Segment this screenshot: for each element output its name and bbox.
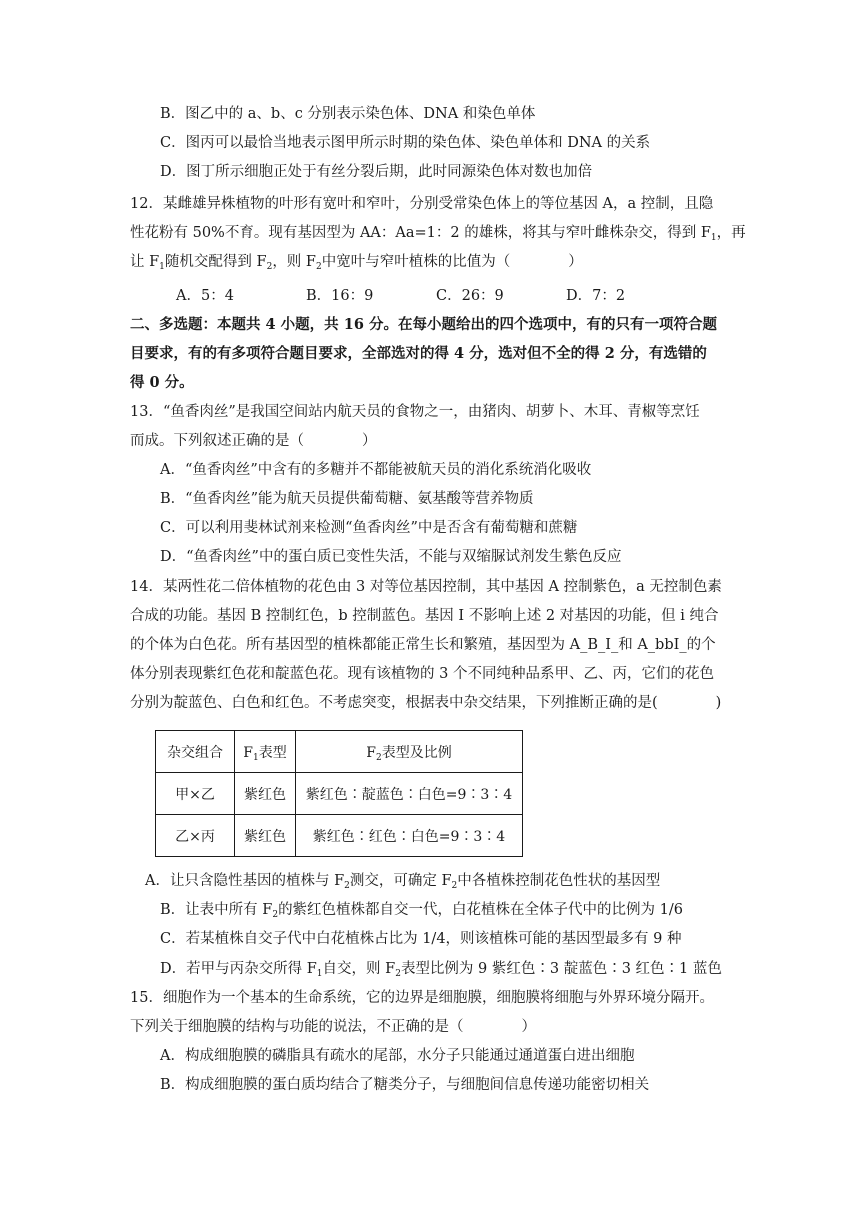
q14-option-a: A．让只含隐性基因的植株与 $F_2$测交，可确定 $F_2$中各植株控制花色性状的基因型 [145, 873, 661, 891]
cell-f2: 紫红色∶红色∶白色=9∶3∶4 [296, 815, 523, 857]
q14-stem-line5: 分别为靛蓝色、白色和红色。不考虑突变，根据表中杂交结果，下列推断正确的是( ) [130, 695, 722, 711]
q11-option-c: C．图丙可以最恰当地表示图甲所示时期的染色体、染色单体和 DNA 的关系 [160, 135, 651, 151]
q12-option-a: A．5：4 [176, 288, 234, 304]
header-f2: $F_2$表型及比例 [296, 731, 523, 773]
header-f1: $F_1$表型 [235, 731, 296, 773]
q12-options [176, 284, 696, 305]
table-row [156, 773, 523, 815]
section2-heading-line1: 二、多选题：本题共 4 小题，共 16 分。在每小题给出的四个选项中，有的只有一项符合题 [130, 316, 717, 333]
q15-option-b: B．构成细胞膜的蛋白质均结合了糖类分子，与细胞间信息传递功能密切相关 [160, 1077, 650, 1093]
q14-stem-line1: 14．某两性花二倍体植物的花色由 3 对等位基因控制，其中基因 A 控制紫色，a 无控制色素 [130, 579, 722, 595]
q11-option-d: D．图丁所示细胞正处于有丝分裂后期，此时同源染色体对数也加倍 [160, 164, 593, 180]
q14-option-d: D．若甲与丙杂交所得 $F_1$自交，则 $F_2$表型比例为 9 紫红色∶3 靛蓝色∶3 红色∶1 蓝色 [160, 961, 722, 979]
q15-option-a: A．构成细胞膜的磷脂具有疏水的尾部，水分子只能通过通道蛋白进出细胞 [160, 1048, 635, 1064]
q13-stem-line1: 13．“鱼香肉丝”是我国空间站内航天员的食物之一，由猪肉、胡萝卜、木耳、青椒等烹饪 [130, 404, 700, 420]
cell-f1: 紫红色 [235, 815, 296, 857]
q12-option-c: C．26：9 [436, 288, 504, 304]
q14-stem-line3: 的个体为白色花。所有基因型的植株都能正常生长和繁殖，基因型为 A_B_I_和 A_bbI_的个 [130, 637, 716, 653]
cell-f1: 紫红色 [235, 773, 296, 815]
q12-stem-line2: 性花粉有 50%不育。现有基因型为 AA：Aa=1：2 的雄株，将其与窄叶雌株杂交，得到 $F_1$，再 [130, 225, 746, 243]
q14-stem-line4: 体分别表现紫红色花和靛蓝色花。现有该植物的 3 个不同纯种品系甲、乙、丙，它们的花色 [130, 666, 714, 682]
q15-stem-line2: 下列关于细胞膜的结构与功能的说法，不正确的是（ ） [130, 1019, 536, 1035]
table-header-row [156, 731, 523, 773]
table-row [156, 815, 523, 857]
q12-option-d: D．7：2 [566, 288, 626, 304]
section2-heading-line3: 得 0 分。 [130, 374, 194, 391]
cell-cross: 乙×丙 [156, 815, 235, 857]
cell-cross: 甲×乙 [156, 773, 235, 815]
q13-option-d: D．“鱼香肉丝”中的蛋白质已变性失活，不能与双缩脲试剂发生紫色反应 [160, 549, 622, 565]
q12-stem-line3: 让 $F_1$随机交配得到 $F_2$，则 $F_2$中宽叶与窄叶植株的比值为（ ） [130, 254, 583, 272]
q14-cross-table [155, 730, 523, 857]
q14-option-c: C．若某植株自交子代中白花植株占比为 1/4，则该植株可能的基因型最多有 9 种 [160, 931, 682, 947]
q14-option-b: B．让表中所有 $F_2$的紫红色植株都自交一代，白花植株在全体子代中的比例为 1/6 [160, 902, 684, 920]
section2-heading-line2: 目要求，有的有多项符合题目要求，全部选对的得 4 分，选对但不全的得 2 分，有选错的 [130, 345, 707, 362]
q11-option-b: B．图乙中的 a、b、c 分别表示染色体、DNA 和染色单体 [160, 106, 536, 122]
q13-option-b: B．“鱼香肉丝”能为航天员提供葡萄糖、氨基酸等营养物质 [160, 491, 534, 507]
header-cross: 杂交组合 [156, 731, 235, 773]
cell-f2: 紫红色∶靛蓝色∶白色=9∶3∶4 [296, 773, 523, 815]
q14-stem-line2: 合成的功能。基因 B 控制红色，b 控制蓝色。基因 I 不影响上述 2 对基因的功能，但 i 纯合 [130, 608, 719, 624]
q12-option-b: B．16：9 [306, 288, 374, 304]
q13-option-c: C．可以利用斐林试剂来检测“鱼香肉丝”中是否含有葡萄糖和蔗糖 [160, 520, 578, 536]
q15-stem-line1: 15．细胞作为一个基本的生命系统，它的边界是细胞膜，细胞膜将细胞与外界环境分隔开。 [130, 990, 714, 1006]
q13-stem-line2: 而成。下列叙述正确的是（ ） [130, 433, 377, 449]
q12-stem-line1: 12．某雌雄异株植物的叶形有宽叶和窄叶，分别受常染色体上的等位基因 A，a 控制，且隐 [130, 196, 714, 212]
q13-option-a: A．“鱼香肉丝”中含有的多糖并不都能被航天员的消化系统消化吸收 [160, 462, 592, 478]
